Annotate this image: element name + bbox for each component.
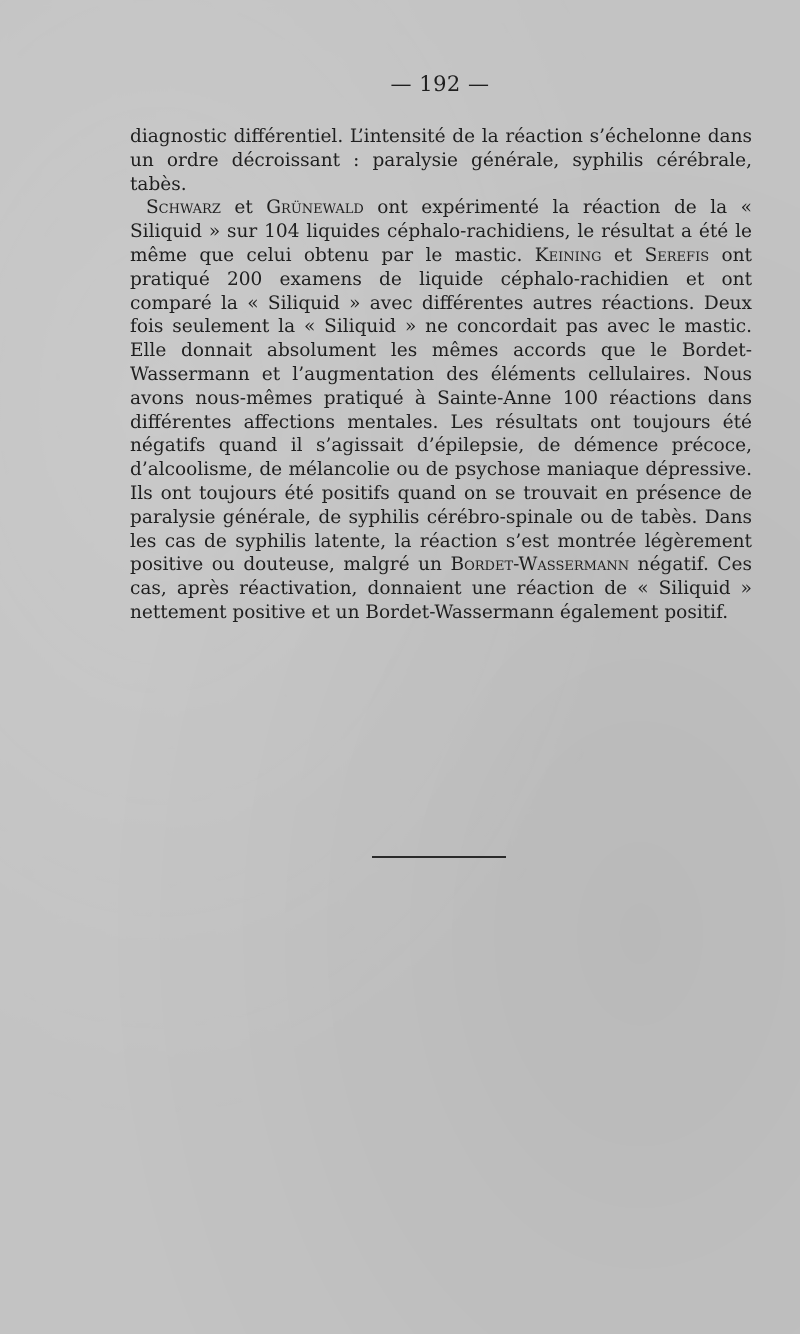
page-number: — 192 — (390, 72, 490, 96)
section-end-rule (372, 856, 506, 858)
text-run: et (220, 197, 267, 219)
paragraph-1: diagnostic différentiel. L’intensité de la réaction s’échelonne dans un ordre décroissant : paralysie générale, syphilis cérébrale, tabès. (130, 126, 752, 195)
author-name: Bordet-Wassermann (450, 554, 630, 576)
text-run: ont expérimenté la réaction de la « Siliquid » sur 104 liquides céphalo-rachidiens, le résultat a été le même que celui obtenu par le mastic. (130, 197, 752, 266)
author-name: Serefis (644, 244, 710, 266)
text-run: ont pratiqué 200 examens de liquide céphalo-rachidien et ont comparé la « Siliquid » avec différentes autres réactions. Deux fois seulement la « Siliquid » ne concordait pas avec le mastic. Elle donnait absolument les mêmes accords que le Bordet-Wassermann et l’augmentation des éléments cellulaires. Nous avons nous-mêmes pratiqué à Sainte-Anne 100 réactions dans différentes affections mentales. Les résultats ont toujours été négatifs quand il s’agissait d’épilepsie, de démence précoce, d’alcoolisme, de mélancolie ou de psychose maniaque dépressive. Ils ont toujours été positifs quand on se trouvait en présence de paralysie générale, de syphilis cérébro-spinale ou de tabès. Dans les cas de syphilis latente, la réaction s’est montrée légèrement positive ou douteuse, malgré un (130, 244, 752, 576)
text-run: négatif. Ces cas, après réactivation, donnaient une réaction de « Siliquid » nettement positive et un Bordet-Wassermann également positif. (130, 554, 752, 623)
text-run: et (601, 244, 645, 266)
body-text (130, 125, 752, 625)
paragraph-2 (130, 196, 752, 624)
author-name: Schwarz (146, 197, 221, 219)
author-name: Keining (534, 244, 602, 266)
author-name: Grünewald (266, 197, 364, 219)
